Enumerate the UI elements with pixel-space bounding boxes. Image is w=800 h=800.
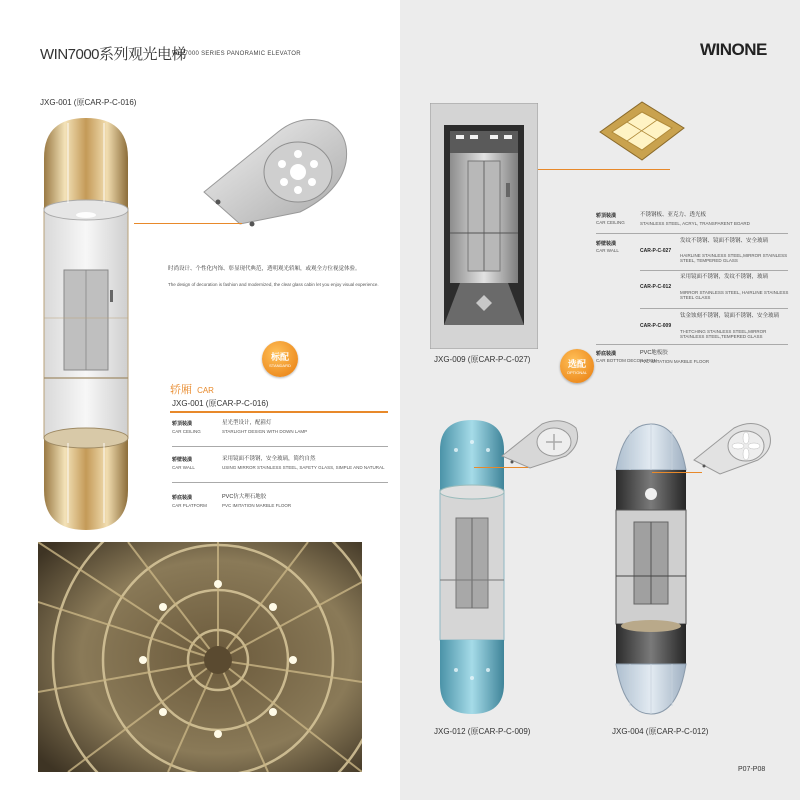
description-cn: 时尚设计、个性化内饰、彰显现代典范，透明观光轿厢，或观全方位视觉体验。 <box>168 266 361 272</box>
spec-value-en: USING MIRROR STAINLESS STEEL, SAFETY GLASS, SIMPLE AND NATURAL <box>222 465 385 470</box>
spec-head-cn: 轿顶装潢 <box>596 213 617 219</box>
spec-wall-head-cn: 轿壁装潢 <box>596 241 617 247</box>
wall-option-code: CAR-P-C-012 <box>640 284 672 290</box>
spec-value-cn: 采用镜面不锈钢，安全玻璃，简约自然 <box>222 456 316 462</box>
spec-value-cn: PVC仿大理石地胶 <box>222 494 267 500</box>
series-title-en: WIN7000 SERIES PANORAMIC ELEVATOR <box>172 51 301 57</box>
spec-head-cn: 轿顶装潢 <box>172 421 193 427</box>
wall-option-code: CAR-P-C-009 <box>640 323 672 329</box>
optional-badge-cn: 选配 <box>567 359 586 369</box>
standard-badge-en: STANDARD <box>269 363 291 368</box>
elevator-capsule-image <box>38 118 134 530</box>
section-model: JXG-001 (原CAR-P-C-016) <box>172 399 269 408</box>
callout-line <box>134 223 242 224</box>
optional-badge <box>560 349 594 383</box>
spec-head-en: CAR PLATFORM <box>172 503 207 508</box>
spec-head-cn: 轿底装潢 <box>172 495 193 501</box>
spec-divider <box>640 270 788 271</box>
brand-logo-text: WINONE <box>700 40 767 59</box>
model-004-label: JXG-004 (原CAR-P-C-012) <box>612 727 709 736</box>
model-009-label: JXG-009 (原CAR-P-C-027) <box>434 355 531 364</box>
wall-option-cn: 钛金蚀刻不锈钢，镜面不锈钢、安全玻璃 <box>680 313 780 319</box>
callout-line <box>538 169 670 170</box>
ceiling-004-image <box>692 420 774 476</box>
spec-head-en: CAR BOTTOM DECORATION <box>596 358 657 363</box>
spec-divider <box>172 446 388 447</box>
spec-head-en: CAR WALL <box>172 465 195 470</box>
model-012-label: JXG-012 (原CAR-P-C-009) <box>434 727 531 736</box>
spec-divider <box>596 233 788 234</box>
series-title: WIN7000系列观光电梯 <box>40 46 187 63</box>
callout-line <box>474 467 528 468</box>
ceiling-detail-image <box>200 112 352 230</box>
spec-value-en: PVC IMITATION MARBLE FLOOR <box>222 503 292 508</box>
section-divider <box>170 411 388 413</box>
spec-value-en: STAINLESS STEEL, ACRYL, TRANSPARENT BOARD <box>640 221 750 226</box>
spec-value-en: STARLIGHT DESIGN WITH DOWN LAMP <box>222 429 308 434</box>
spec-value-en: PVC IMITATION MARBLE FLOOR <box>640 359 710 364</box>
dome-photo <box>38 542 362 772</box>
brand-logo <box>700 40 767 60</box>
spec-value-cn: PVC地板胶 <box>640 350 668 356</box>
spec-head-cn: 轿底装潢 <box>596 351 617 357</box>
spec-wall-head-en: CAR WALL <box>596 248 619 253</box>
spec-divider <box>172 482 388 483</box>
ceiling-panel-009-image <box>596 98 688 164</box>
spec-divider <box>640 308 788 309</box>
callout-line <box>652 472 702 473</box>
wall-option-en: MIRROR STAINLESS STEEL, HAIRLINE STAINLESS STEEL GLASS <box>680 290 789 301</box>
main-model-label: JXG-001 (原CAR-P-C-016) <box>40 98 137 107</box>
section-title <box>170 381 214 397</box>
cabin-009-image <box>430 103 538 349</box>
spec-head-cn: 轿壁装潢 <box>172 457 193 463</box>
ceiling-012-image <box>500 418 580 470</box>
spec-divider <box>596 344 788 345</box>
wall-option-cn: 发纹不锈钢、镜面不锈钢、安全玻璃 <box>680 238 769 244</box>
elevator-004-image <box>610 420 692 718</box>
wall-option-en: TI-ETCHING STAINLESS STEEL,MIRROR STAINLESS STEEL,TEMPERED GLASS <box>680 329 767 340</box>
standard-badge <box>262 341 298 377</box>
page-number: P07-P08 <box>738 766 766 773</box>
spec-value-cn: 不锈钢板、亚克力、透光板 <box>640 212 707 218</box>
standard-badge-cn: 标配 <box>270 352 289 362</box>
right-page <box>400 0 800 800</box>
optional-badge-en: OPTIONAL <box>566 370 588 375</box>
spec-head-en: CAR CEILING <box>596 220 625 225</box>
wall-option-code: CAR-P-C-027 <box>640 248 672 254</box>
wall-option-cn: 采用镜面不锈钢，发纹不锈钢，玻璃 <box>680 274 769 280</box>
spec-head-en: CAR CEILING <box>172 429 201 434</box>
elevator-012-image <box>436 420 508 714</box>
spec-value-cn: 星光型设计，配箍灯 <box>222 420 272 426</box>
section-title-en: CAR <box>197 386 214 395</box>
section-title-cn: 轿厢 <box>170 384 192 396</box>
wall-option-en: HAIRLINE STAINLESS STEEL,MIRROR STAINLESS STEEL, TEMPERED GLASS <box>680 253 788 264</box>
description-en: The design of decoration is fashion and modernized, the clear glass cabin let you enjoy visual experience. <box>168 282 379 287</box>
